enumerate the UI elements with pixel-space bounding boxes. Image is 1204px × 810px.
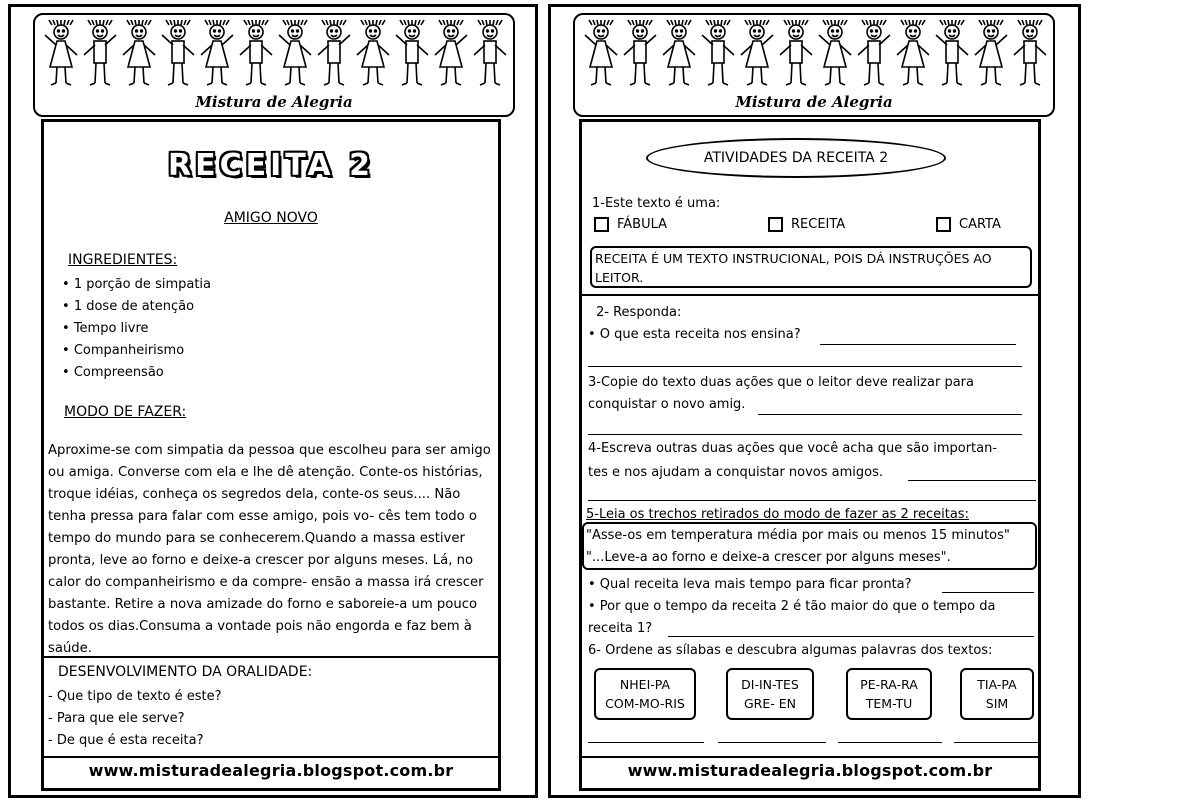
right-worksheet bbox=[548, 4, 1081, 798]
syllable-line: NHEI-PA bbox=[619, 677, 671, 692]
question-6-title: 6- Ordene as sílabas e descubra algumas palavras dos textos: bbox=[588, 643, 993, 658]
footer-url: www.misturadealegria.blogspot.com.br bbox=[88, 761, 454, 780]
child-figure-icon bbox=[318, 20, 350, 85]
child-figure-icon bbox=[201, 20, 233, 85]
divider bbox=[582, 756, 1038, 758]
quote-box bbox=[582, 522, 1037, 570]
question-5-item-2-line-1: • Por que o tempo da receita 2 é tão maior do que o tempo da bbox=[588, 599, 996, 614]
recipe-subtitle: AMIGO NOVO bbox=[224, 210, 318, 226]
answer-line[interactable] bbox=[588, 434, 1022, 435]
child-figure-icon bbox=[819, 20, 851, 85]
recipe-title: RECEITA 2 bbox=[168, 148, 374, 183]
list-item: • 1 dose de atenção bbox=[62, 296, 211, 318]
child-figure-icon bbox=[123, 20, 155, 85]
ingredients-heading: INGREDIENTES: bbox=[68, 252, 178, 268]
quote-1: "Asse-os em temperatura média por mais ou menos 15 minutos" bbox=[586, 528, 1010, 543]
child-figure-icon bbox=[396, 20, 428, 85]
divider bbox=[44, 656, 498, 658]
children-illustration bbox=[581, 19, 1047, 91]
option-carta[interactable] bbox=[936, 217, 1001, 232]
syllable-box bbox=[726, 668, 814, 720]
syllable-box bbox=[960, 668, 1034, 720]
answer-line[interactable] bbox=[820, 344, 1016, 345]
child-figure-icon bbox=[858, 20, 890, 85]
option-label: FÁBULA bbox=[617, 217, 668, 232]
child-figure-icon bbox=[897, 20, 929, 85]
question-5-item-1: • Qual receita leva mais tempo para ficar pronta? bbox=[588, 577, 912, 592]
list-item: - De que é esta receita? bbox=[48, 730, 222, 752]
orality-questions bbox=[48, 686, 222, 752]
option-fabula[interactable] bbox=[594, 217, 667, 232]
activities-panel bbox=[579, 119, 1041, 791]
child-figure-icon bbox=[45, 20, 77, 85]
list-item: • 1 porção de simpatia bbox=[62, 274, 211, 296]
child-figure-icon bbox=[435, 20, 467, 85]
checkbox[interactable] bbox=[768, 217, 783, 232]
child-figure-icon bbox=[936, 20, 968, 85]
method-text: Aproxime-se com simpatia da pessoa que escolheu para ser amigo ou amiga. Converse com ela e lhe dê atenção. Conte-os histórias, troque idéias, conheça os segredos dela, conte-os seus.... Não tenha pressa para falar com esse amigo, pois vo- cês tem todo o tempo do mundo para se conhecerem.Quando a massa estiver pronta, leve ao forno e deixe-a crescer por alguns meses. Lá, no calor do companheirismo e da compre- ensão a massa irá crescer bastante. Retire a nova amizade do forno e saboreie-a um pouco todos os dias.Consuma a vontade pois não engorda e faz bem à saúde. bbox=[48, 443, 491, 656]
question-1-answer: RECEITA É UM TEXTO INSTRUCIONAL, POIS DÁ INSTRUÇÕES AO LEITOR. bbox=[590, 246, 1032, 288]
child-figure-icon bbox=[624, 20, 656, 85]
syllable-box bbox=[846, 668, 932, 720]
syllable-line: GRE- EN bbox=[743, 696, 796, 711]
checkbox[interactable] bbox=[936, 217, 951, 232]
answer-line[interactable] bbox=[588, 366, 1022, 367]
question-1: 1-Este texto é uma: bbox=[592, 196, 721, 211]
child-figure-icon bbox=[702, 20, 734, 85]
answer-line[interactable] bbox=[954, 742, 1038, 743]
child-figure-icon bbox=[663, 20, 695, 85]
child-figure-icon bbox=[84, 20, 116, 85]
syllable-line: SIM bbox=[985, 696, 1009, 711]
child-figure-icon bbox=[741, 20, 773, 85]
option-label: RECEITA bbox=[791, 217, 846, 232]
list-item: • Companheirismo bbox=[62, 340, 211, 362]
child-figure-icon bbox=[1014, 20, 1046, 85]
option-receita[interactable] bbox=[768, 217, 845, 232]
method-heading: MODO DE FAZER: bbox=[64, 404, 187, 420]
child-figure-icon bbox=[357, 20, 389, 85]
children-illustration bbox=[41, 19, 507, 91]
option-label: CARTA bbox=[959, 217, 1001, 232]
question-2-item: • O que esta receita nos ensina? bbox=[588, 327, 801, 342]
answer-line[interactable] bbox=[838, 742, 942, 743]
child-figure-icon bbox=[975, 20, 1007, 85]
ingredients-list bbox=[62, 274, 211, 384]
question-3-line-2: conquistar o novo amig. bbox=[588, 397, 746, 412]
list-item: - Para que ele serve? bbox=[48, 708, 222, 730]
syllable-box bbox=[594, 668, 696, 720]
header-banner bbox=[573, 13, 1055, 117]
child-figure-icon bbox=[585, 20, 617, 85]
syllable-line: PE-RA-RA bbox=[860, 677, 918, 692]
question-2-title: 2- Responda: bbox=[596, 305, 682, 320]
syllable-line: TEM-TU bbox=[865, 696, 913, 711]
child-figure-icon bbox=[474, 20, 506, 85]
list-item: - Que tipo de texto é este? bbox=[48, 686, 222, 708]
left-worksheet bbox=[8, 4, 538, 798]
syllable-line: DI-IN-TES bbox=[741, 677, 799, 692]
answer-line[interactable] bbox=[908, 480, 1036, 481]
banner-title: Mistura de Alegria bbox=[735, 93, 893, 111]
syllable-line: TIA-PA bbox=[977, 677, 1017, 692]
divider bbox=[582, 294, 1038, 296]
divider bbox=[44, 756, 498, 758]
activities-title: ATIVIDADES DA RECEITA 2 bbox=[646, 138, 946, 178]
header-banner bbox=[33, 13, 515, 117]
question-5-item-2-line-2: receita 1? bbox=[588, 621, 653, 636]
answer-line[interactable] bbox=[718, 742, 826, 743]
recipe-panel bbox=[41, 119, 501, 791]
list-item: • Tempo livre bbox=[62, 318, 211, 340]
orality-heading: DESENVOLVIMENTO DA ORALIDADE: bbox=[58, 664, 313, 680]
answer-line[interactable] bbox=[588, 500, 1036, 501]
child-figure-icon bbox=[162, 20, 194, 85]
banner-title: Mistura de Alegria bbox=[195, 93, 353, 111]
question-4-line-2: tes e nos ajudam a conquistar novos amigos. bbox=[588, 465, 884, 480]
child-figure-icon bbox=[240, 20, 272, 85]
question-3-line-1: 3-Copie do texto duas ações que o leitor deve realizar para bbox=[588, 375, 974, 390]
answer-line[interactable] bbox=[668, 636, 1034, 637]
question-5-title: 5-Leia os trechos retirados do modo de fazer as 2 receitas: bbox=[586, 507, 969, 522]
answer-line[interactable] bbox=[758, 414, 1022, 415]
child-figure-icon bbox=[780, 20, 812, 85]
syllable-line: COM-MO-RIS bbox=[605, 696, 685, 711]
question-4-line-1: 4-Escreva outras duas ações que você acha que são importan- bbox=[588, 441, 998, 456]
quote-2: "...Leve-a ao forno e deixe-a crescer por alguns meses". bbox=[586, 550, 951, 565]
answer-line[interactable] bbox=[942, 592, 1034, 593]
child-figure-icon bbox=[279, 20, 311, 85]
checkbox[interactable] bbox=[594, 217, 609, 232]
answer-line[interactable] bbox=[588, 742, 704, 743]
footer-url: www.misturadealegria.blogspot.com.br bbox=[627, 761, 993, 780]
list-item: • Compreensão bbox=[62, 362, 211, 384]
